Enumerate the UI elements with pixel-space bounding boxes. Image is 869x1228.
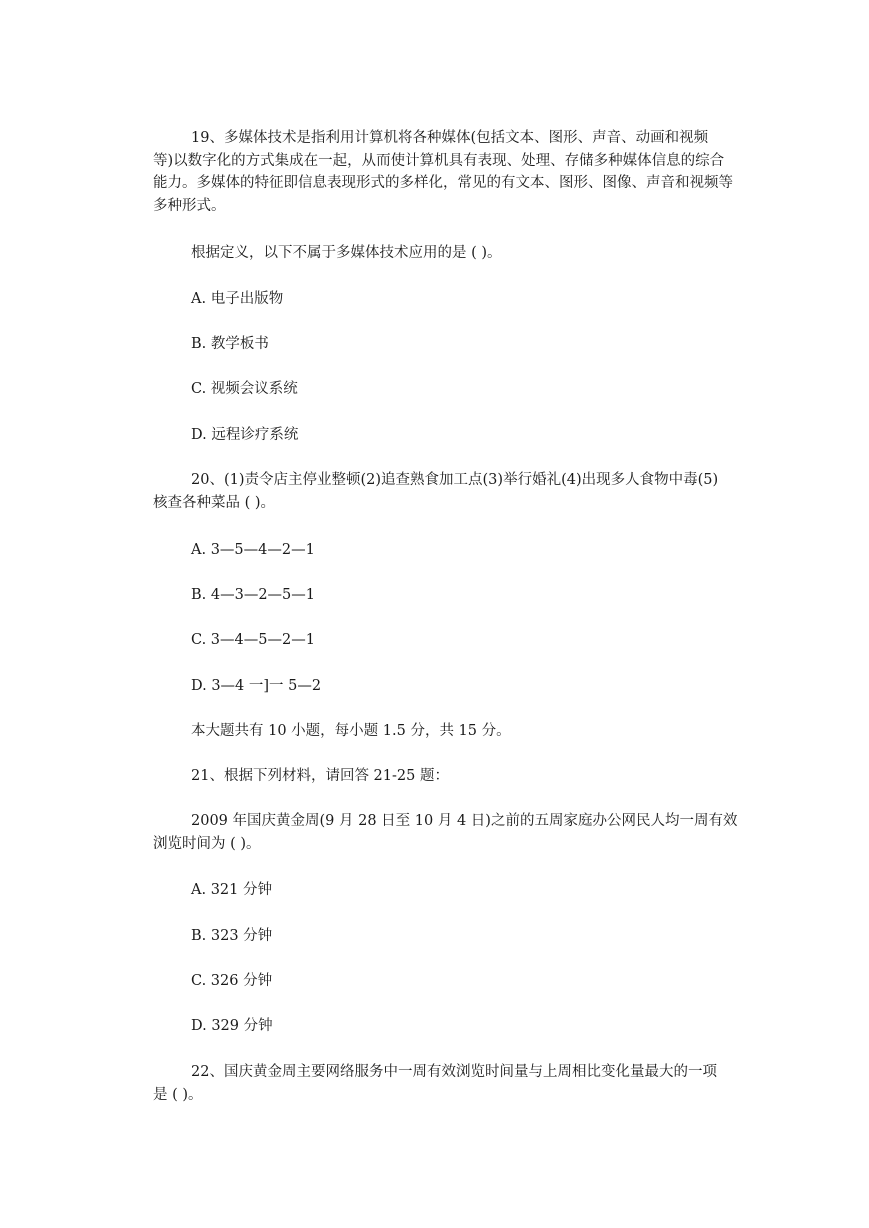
q20-line-2: 核查各种菜品 ( )。 [153, 494, 276, 511]
q20-option-c: C. 3—4—5—2—1 [191, 632, 315, 648]
q20-option-b: B. 4—3—2—5—1 [191, 587, 316, 603]
q20-option-d: D. 3—4 一]一 5—2 [191, 678, 322, 694]
q19-option-b: B. 教学板书 [191, 336, 269, 352]
q19-option-c: C. 视频会议系统 [191, 381, 298, 397]
q19-line-2: 等)以数字化的方式集成在一起，从而使计算机具有表现、处理、存储多种媒体信息的综合 [153, 152, 725, 169]
q20-stem [153, 469, 743, 514]
q22-stem [153, 1061, 743, 1106]
q21-stem [153, 810, 743, 855]
section-note: 本大题共有 10 小题，每小题 1.5 分，共 15 分。 [191, 723, 511, 739]
q19-question: 根据定义，以下不属于多媒体技术应用的是 ( )。 [191, 245, 502, 261]
q21-option-b: B. 323 分钟 [191, 928, 273, 944]
q22-line-2: 是 ( )。 [153, 1086, 203, 1103]
q19-option-a: A. 电子出版物 [191, 291, 284, 307]
q21-option-a: A. 321 分钟 [191, 882, 272, 898]
q19-line-3: 能力。多媒体的特征即信息表现形式的多样化，常见的有文本、图形、图像、声音和视频等 [153, 175, 733, 191]
q19-line-1: 19、多媒体技术是指利用计算机将各种媒体(包括文本、图形、声音、动画和视频 [191, 130, 709, 146]
q19-option-d: D. 远程诊疗系统 [191, 427, 299, 443]
q21-line-2: 浏览时间为 ( )。 [153, 835, 261, 852]
q20-line-1: 20、(1)责令店主停业整顿(2)追查熟食加工点(3)举行婚礼(4)出现多人食物中毒(5) [191, 472, 719, 488]
q19-stem [153, 127, 743, 217]
q21-intro: 21、根据下列材料，请回答 21-25 题： [191, 768, 449, 784]
q20-option-a: A. 3—5—4—2—1 [191, 542, 315, 558]
q21-option-d: D. 329 分钟 [191, 1018, 273, 1034]
q21-option-c: C. 326 分钟 [191, 973, 273, 989]
q22-line-1: 22、国庆黄金周主要网络服务中一周有效浏览时间量与上周相比变化量最大的一项 [191, 1064, 717, 1080]
q21-line-1: 2009 年国庆黄金周(9 月 28 日至 10 月 4 日)之前的五周家庭办公网民人均一周有效 [191, 813, 738, 829]
q19-line-4: 多种形式。 [153, 197, 226, 214]
